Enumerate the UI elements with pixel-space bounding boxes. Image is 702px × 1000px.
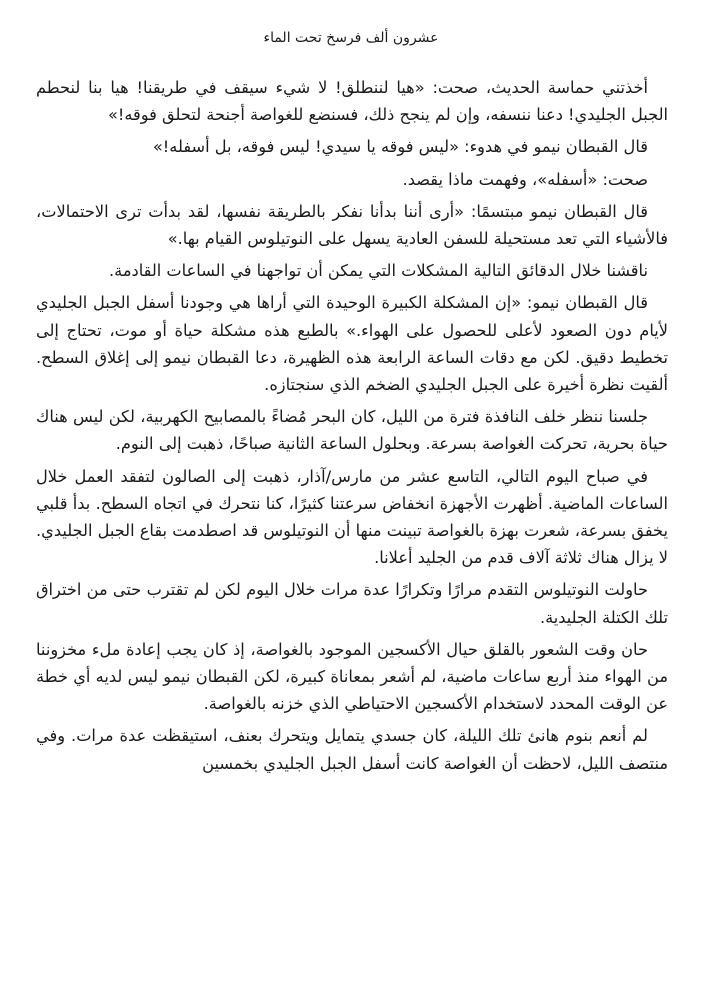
paragraph: صحت: «أسفله»، وفهمت ماذا يقصد. <box>402 169 648 189</box>
paragraph: حان وقت الشعور بالقلق حيال الأكسجين الموجود بالغواصة، إذ كان يجب إعادة ملء مخزوننا من الهواء منذ أربع ساعات ماضية، لم أشعر بمعاناة كبيرة، لكن القبطان نيمو ليس لديه أي خطة عن الوقت المحدد لاستخدام الأكسجين الاحتياطي الذي خزنه بالغواصة. <box>36 639 668 714</box>
page-body <box>36 74 668 782</box>
paragraph: حاولت النوتيلوس التقدم مرارًا وتكرارًا عدة مرات خلال اليوم لكن لم تقترب حتى من اختراق تلك الكتلة الجليدية. <box>36 580 668 627</box>
paragraph: قال القبطان نيمو في هدوء: «ليس فوقه يا سيدي! ليس فوقه، بل أسفله!» <box>152 137 648 157</box>
paragraph: لم أنعم بنوم هانئ تلك الليلة، كان جسدي يتمايل ويتحرك بعنف، استيقظت عدة مرات. وفي منتصف الليل، لاحظت أن الغواصة كانت أسفل الجبل الجليدي بخمسين <box>36 726 668 773</box>
paragraph: قال القبطان نيمو مبتسمًا: «أرى أننا بدأنا نفكر بالطريقة نفسها، لقد بدأت ترى الاحتمالات، فالأشياء التي تعد مستحيلة للسفن العادية يسهل على النوتيلوس القيام بها.» <box>36 201 668 249</box>
paragraph: قال القبطان نيمو: «إن المشكلة الكبيرة الوحيدة التي أراها هي وجودنا أسفل الجبل الجليدي لأيام دون الصعود لأعلى للحصول على الهواء.» بالطبع هذه مشكلة حياة أو موت، تحتاج إلى تخطيط دقيق. لكن مع دقات الساعة الرابعة هذه الظهيرة، دعا القبطان نيمو إلى إغلاق السطح. ألقيت نظرة أخيرة على الجبل الجليدي الضخم الذي سنجتازه. <box>36 293 668 395</box>
running-header: عشرون ألف فرسخ تحت الماء <box>263 30 439 46</box>
paragraph: جلسنا ننظر خلف النافذة فترة من الليل، كان البحر مُضاءً بالمصابيح الكهربية، لكن ليس هناك حياة بحرية، تحركت الغواصة بسرعة. وبحلول الساعة الثانية صباحًا، ذهبت إلى النوم. <box>36 407 668 454</box>
paragraph: ناقشنا خلال الدقائق التالية المشكلات التي يمكن أن تواجهنا في الساعات القادمة. <box>109 261 648 281</box>
paragraph: في صباح اليوم التالي، التاسع عشر من مارس/آذار، ذهبت إلى الصالون لتفقد العمل خلال الساعات الماضية. أظهرت الأجهزة انخفاض سرعتنا كثيرًا، كنا نتحرك في اتجاه السطح. بدأ قلبي يخفق بسرعة، شعرت بهزة بالغواصة تبينت منها أن النوتيلوس قد اصطدمت بقاع الجبل الجليدي. لا يزال هناك ثلاثة آلاف قدم من الجليد أعلانا. <box>36 466 668 568</box>
paragraph: أخذتني حماسة الحديث، صحت: «هيا لننطلق! لا شيء سيقف في طريقنا! هيا بنا لنحطم الجبل الجليدي! دعنا ننسفه، وإن لم ينجح ذلك، فسنضع للغواصة أجنحة لتحلق فوقه!» <box>36 78 668 125</box>
